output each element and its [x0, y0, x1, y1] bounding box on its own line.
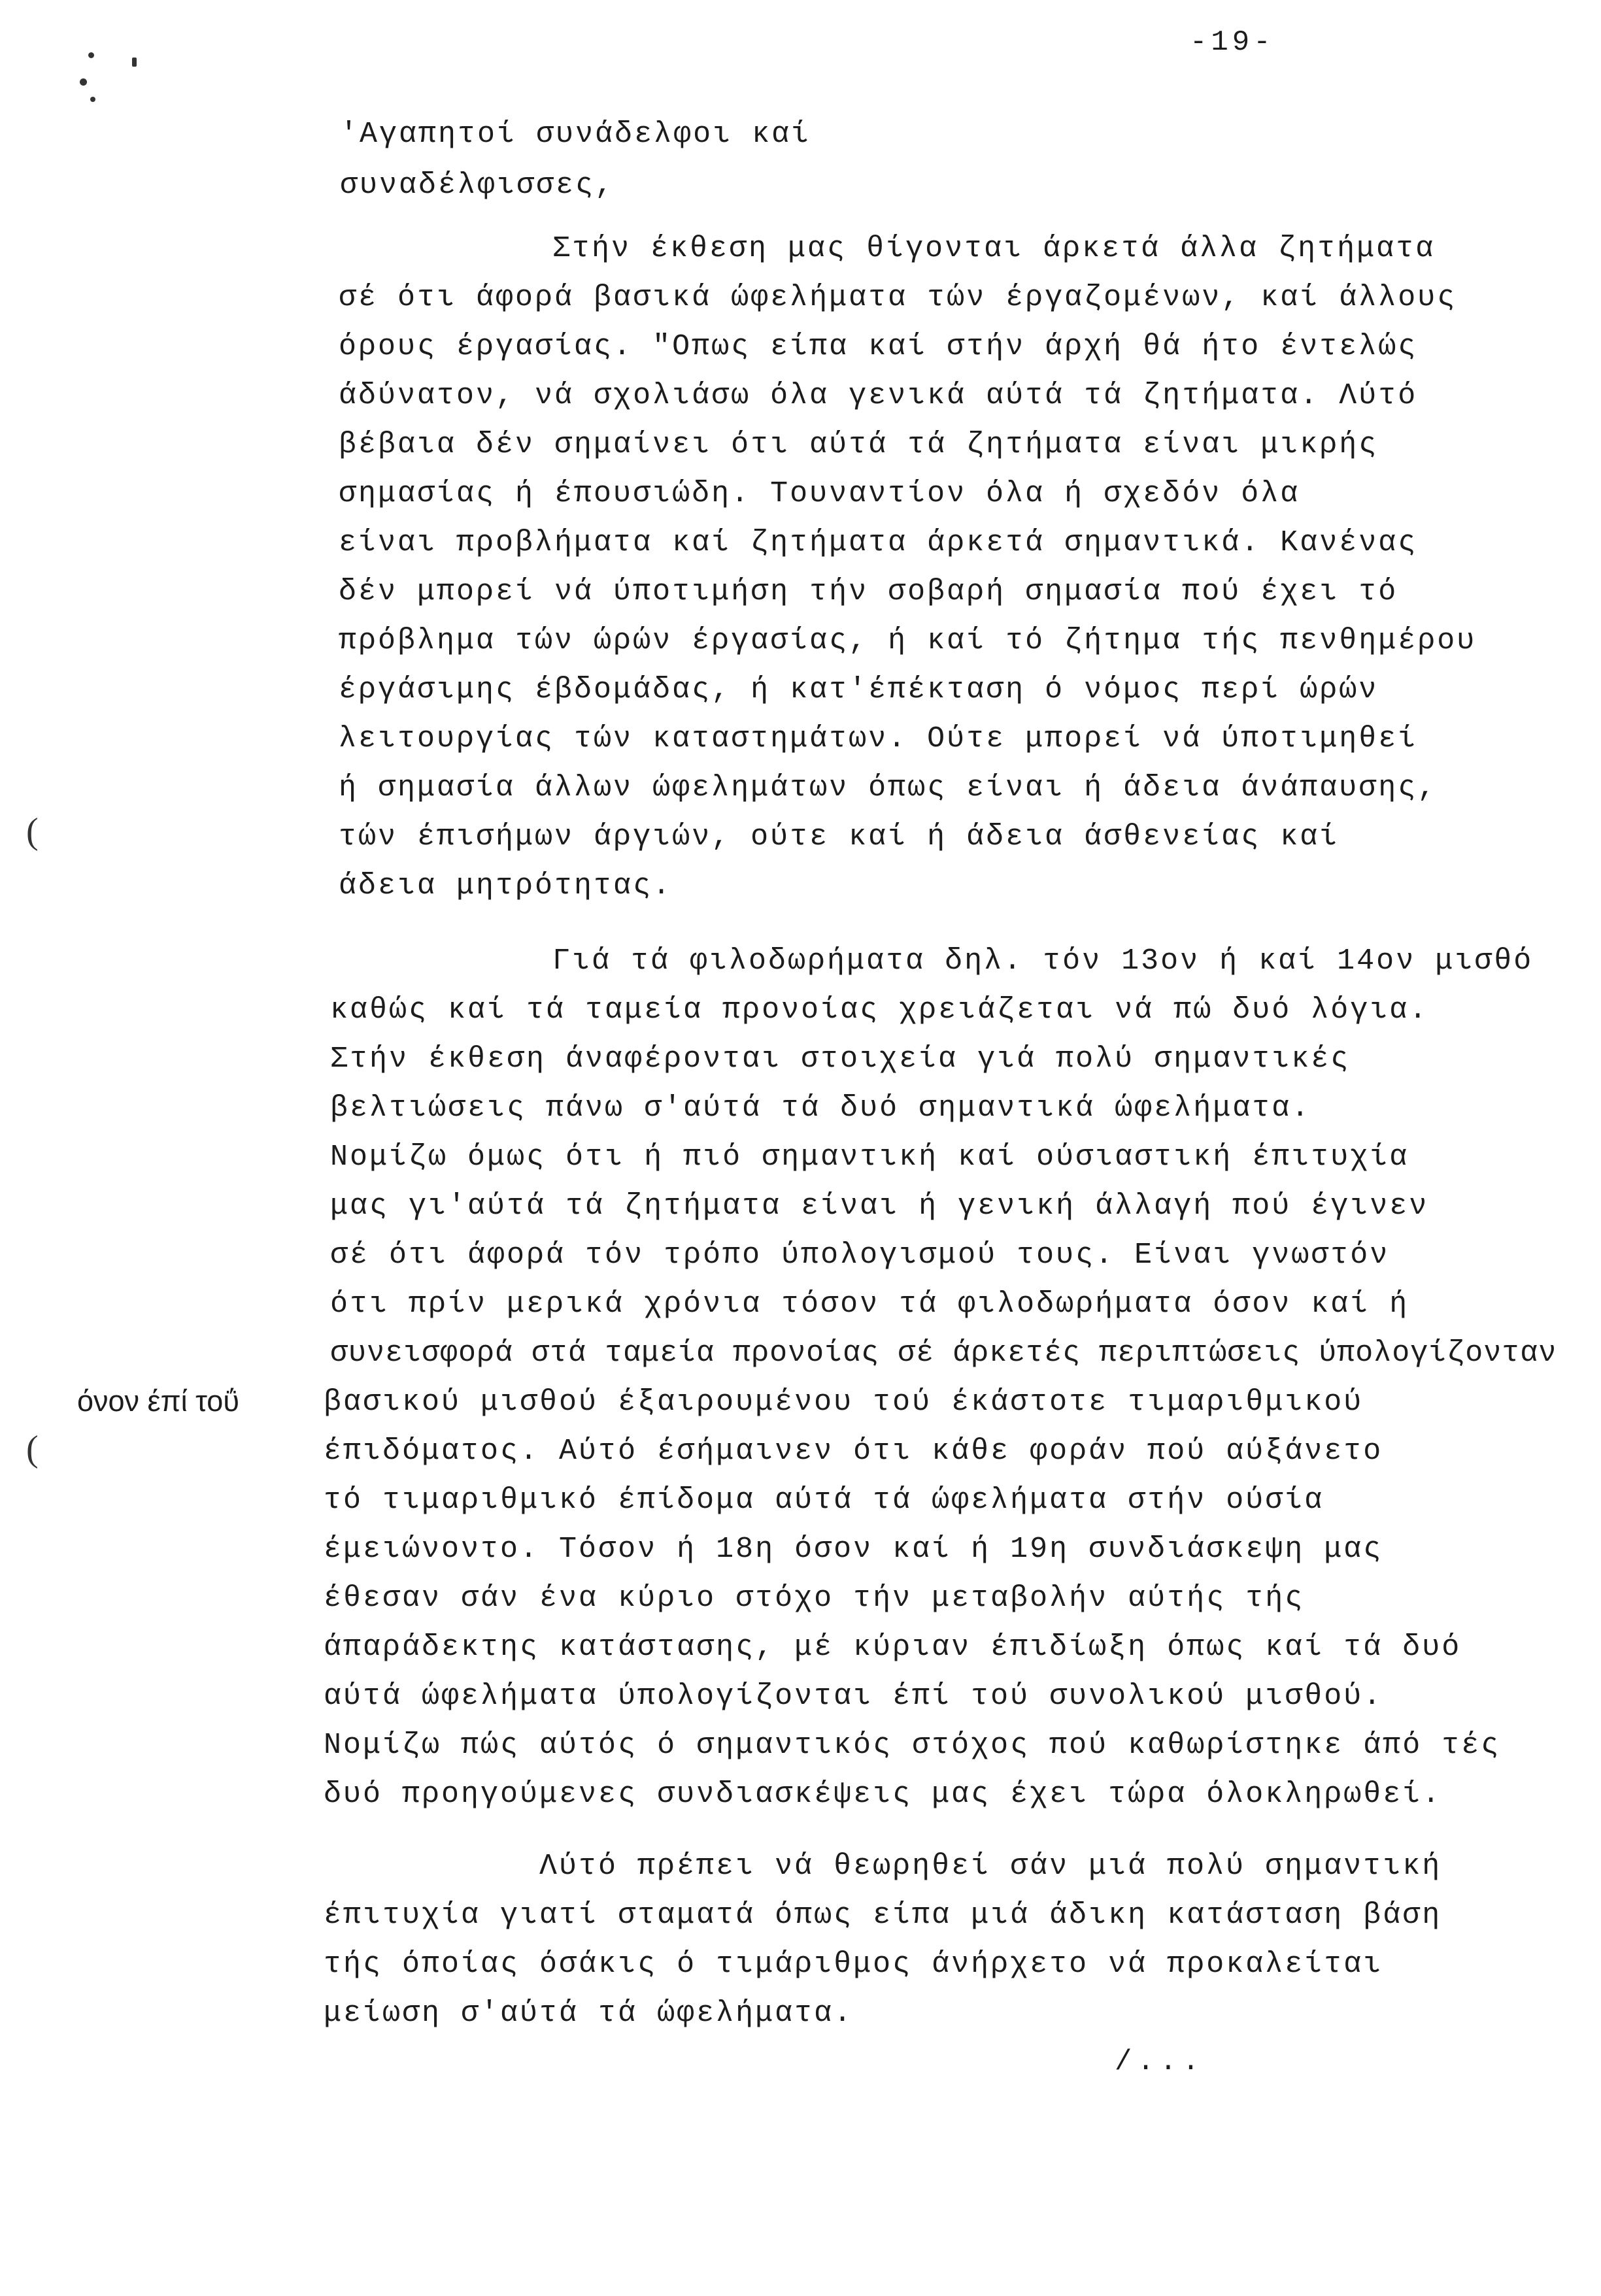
continuation-mark: /... — [1115, 2046, 1205, 2078]
text-line: Γιά τά φιλοδωρήματα δηλ. τόν 13ον ή καί 14ον μισθό — [552, 944, 1534, 978]
text-line: άδύνατον, νά σχολιάσω όλα γενικά αύτά τά ζητήματα. Λύτό — [339, 379, 1418, 412]
text-line: 'Αγαπητοί συνάδελφοι καί — [340, 118, 811, 151]
text-line: καθώς καί τά ταμεία προνοίας χρειάζεται νά πώ δυό λόγια. — [330, 993, 1429, 1027]
scan-mark: ( — [26, 811, 39, 852]
text-line: είναι προβλήματα καί ζητήματα άρκετά σημαντικά. Κανένας — [339, 526, 1418, 559]
text-line: σέ ότι άφορά τόν τρόπο ύπολογισμού τους. Είναι γνωστόν — [330, 1239, 1390, 1272]
text-line: έργάσιμης έβδομάδας, ή κατ'έπέκταση ό νόμος περί ώρών — [339, 673, 1379, 707]
text-line: λειτουργίας τών καταστημάτων. Ούτε μπορεί νά ύποτιμηθεί — [339, 722, 1418, 756]
text-line: Νομίζω όμως ότι ή πιό σημαντική καί ούσιαστική έπιτυχία — [330, 1140, 1409, 1174]
page-number: -19- — [1190, 26, 1275, 59]
text-line: τής όποίας όσάκις ό τιμάριθμος άνήρχετο νά προκαλείται — [324, 1948, 1383, 1981]
text-line: σέ ότι άφορά βασικά ώφελήματα τών έργαζομένων, καί άλλους — [339, 281, 1457, 314]
text-line: συνεισφορά στά ταμεία προνοίας σέ άρκετές περιπτώσεις ύπολογίζονταν — [330, 1337, 1557, 1370]
text-line: έπιδόματος. Αύτό έσήμαινεν ότι κάθε φοράν πού αύξάνετο — [324, 1435, 1383, 1468]
text-line: έθεσαν σάν ένα κύριο στόχο τήν μεταβολήν αύτής τής — [324, 1582, 1305, 1615]
text-line: αύτά ώφελήματα ύπολογίζονται έπί τού συνολικού μισθού. — [324, 1680, 1383, 1713]
text-line: βασικού μισθού έξαιρουμένου τού έκάστοτε τιμαριθμικού — [324, 1386, 1364, 1419]
text-line: τών έπισήμων άργιών, ούτε καί ή άδεια άσθενείας καί — [339, 820, 1340, 854]
margin-note: όνον έπί τοΰ — [77, 1384, 239, 1418]
text-line: Νομίζω πώς αύτός ό σημαντικός στόχος πού καθωρίστηκε άπό τές — [324, 1729, 1501, 1762]
scan-speck — [90, 97, 95, 102]
text-line: άδεια μητρότητας. — [339, 869, 673, 903]
text-line: όρους έργασίας. "Οπως είπα καί στήν άρχή θά ήτο έντελώς — [339, 330, 1418, 363]
text-line: βέβαια δέν σημαίνει ότι αύτά τά ζητήματα είναι μικρής — [339, 428, 1379, 461]
scan-speck — [88, 52, 94, 58]
text-line: έμειώνοντο. Τόσον ή 18η όσον καί ή 19η συνδιάσκεψη μας — [324, 1533, 1383, 1566]
text-line: Στήν έκθεση μας θίγονται άρκετά άλλα ζητήματα — [552, 232, 1436, 265]
text-line: μας γι'αύτά τά ζητήματα είναι ή γενική άλλαγή πού έγινεν — [330, 1190, 1429, 1223]
text-line: βελτιώσεις πάνω σ'αύτά τά δυό σημαντικά ώφελήματα. — [330, 1091, 1311, 1125]
scan-mark: ( — [26, 1429, 39, 1469]
text-line: πρόβλημα τών ώρών έργασίας, ή καί τό ζήτημα τής πενθημέρου — [339, 624, 1477, 657]
text-line: τό τιμαριθμικό έπίδομα αύτά τά ώφελήματα στήν ούσία — [324, 1484, 1324, 1517]
text-line: Λύτό πρέπει νά θεωρηθεί σάν μιά πολύ σημαντική — [539, 1850, 1442, 1883]
text-line: Στήν έκθεση άναφέρονται στοιχεία γιά πολύ σημαντικές — [330, 1042, 1351, 1076]
scan-speck — [80, 78, 87, 86]
text-line: άπαράδεκτης κατάστασης, μέ κύριαν έπιδίωξη όπως καί τά δυό — [324, 1631, 1462, 1664]
text-line: έπιτυχία γιατί σταματά όπως είπα μιά άδικη κατάσταση βάση — [324, 1899, 1442, 1932]
text-line: συναδέλφισσες, — [340, 169, 615, 202]
text-line: δυό προηγούμενες συνδιασκέψεις μας έχει τώρα όλοκληρωθεί. — [324, 1778, 1442, 1811]
text-line: ή σημασία άλλων ώφελημάτων όπως είναι ή άδεια άνάπαυσης, — [339, 771, 1438, 805]
text-line: δέν μπορεί νά ύποτιμήση τήν σοβαρή σημασία πού έχει τό — [339, 575, 1398, 608]
text-line: σημασίας ή έπουσιώδη. Τουναντίον όλα ή σχεδόν όλα — [339, 477, 1300, 510]
text-line: ότι πρίν μερικά χρόνια τόσον τά φιλοδωρήματα όσον καί ή — [330, 1288, 1409, 1321]
scan-speck — [132, 58, 137, 67]
text-line: μείωση σ'αύτά τά ώφελήματα. — [324, 1997, 854, 2030]
